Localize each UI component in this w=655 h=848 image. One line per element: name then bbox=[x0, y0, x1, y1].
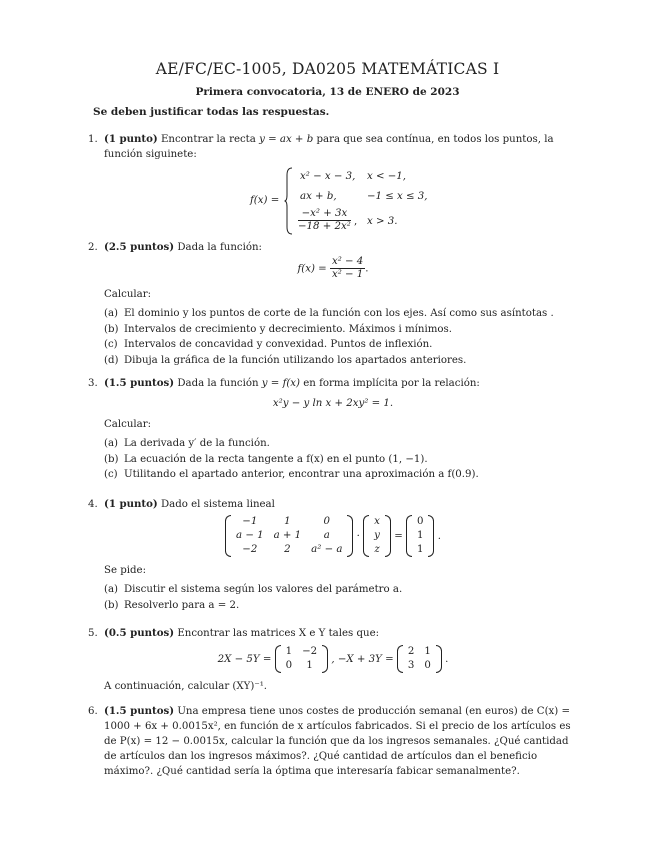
subitem-label: (b) bbox=[104, 599, 119, 611]
vector-cell: 1 bbox=[416, 544, 424, 555]
line-equation: y = ax + b bbox=[259, 134, 314, 145]
case3-cond: x > 3. bbox=[367, 216, 398, 227]
subitem bbox=[104, 598, 578, 614]
linear-system bbox=[88, 515, 578, 557]
matrix-cell: −2 bbox=[242, 544, 258, 555]
question-text: en forma implícita por la relación: bbox=[303, 378, 480, 389]
question-1 bbox=[88, 132, 578, 162]
piecewise-function bbox=[250, 167, 480, 237]
subitem bbox=[104, 322, 578, 338]
question-number: 4. bbox=[88, 499, 98, 510]
subitem bbox=[104, 306, 578, 322]
equation-end: . bbox=[445, 654, 449, 665]
question-text: Una empresa tiene unos costes de producción semanal (en euros) de C(x) = 1000 + 6x + 0.0015x², en función de x artículos fabricados. Si el precio de los artículos es de P(x) = 12 − 0.0015x, calcular la función que da los ingresos semanales. ¿Qué cantidad de artículos dan los ingresos máximos?. ¿Qué cantidad de artículos dan el beneficio máximo?. ¿Qué cantidad sería la óptima que interesaría fabicar semanalmente?. bbox=[104, 706, 571, 777]
subitem bbox=[104, 353, 578, 369]
case2-expr: ax + b, bbox=[300, 191, 337, 202]
matrix-cell: 1 bbox=[284, 516, 291, 527]
function-lhs: f(x) = bbox=[297, 263, 327, 275]
question-text: Dado el sistema lineal bbox=[160, 499, 275, 510]
subitem-text: Utilitando el apartado anterior, encontrar una aproximación a f(0.9). bbox=[124, 469, 479, 480]
calc-label: Calcular: bbox=[104, 419, 152, 430]
function-denominator: x² − 1 bbox=[331, 269, 364, 280]
matrix-equations bbox=[88, 645, 578, 673]
vector-cell: y bbox=[374, 530, 380, 541]
subitem bbox=[104, 582, 578, 598]
exam-subtitle: Primera convocatoria, 13 de ENERO de 2023 bbox=[195, 86, 460, 98]
function-numerator: x² − 4 bbox=[331, 256, 364, 267]
function-definition bbox=[88, 256, 578, 281]
question-points: (0.5 puntos) bbox=[104, 627, 175, 639]
rhs-vector bbox=[406, 515, 434, 557]
subitem-label: (b) bbox=[104, 453, 119, 465]
question-3 bbox=[88, 376, 578, 483]
piecewise-lhs: f(x) = bbox=[250, 195, 280, 206]
matrix-cell: 0 bbox=[323, 516, 331, 527]
question-text: Dada la función: bbox=[177, 242, 262, 253]
case3-numerator: −x² + 3x bbox=[298, 208, 351, 221]
question-number: 3. bbox=[88, 378, 98, 389]
case3-denominator: −18 + 2x² bbox=[298, 221, 351, 232]
subitem bbox=[104, 452, 578, 468]
question-text: para que sea contínua, en todos los puntos, la función siguinete: bbox=[104, 134, 554, 160]
implicit-equation: x²y − y ln x + 2xy² = 1. bbox=[272, 398, 394, 409]
subitem-text: Intervalos de crecimiento y decrecimiento. Máximos i mínimos. bbox=[124, 323, 453, 335]
question-points: (1 punto) bbox=[104, 498, 158, 510]
subitem-text: Resolverlo para a = 2. bbox=[124, 599, 240, 611]
variable-vector bbox=[363, 515, 391, 557]
question-number: 2. bbox=[88, 242, 98, 253]
question-4 bbox=[88, 497, 578, 613]
question-6 bbox=[88, 704, 578, 779]
matrix-cell: 2 bbox=[284, 544, 291, 555]
subitem bbox=[104, 436, 578, 452]
subitem-label: (a) bbox=[104, 584, 119, 595]
question-points: (1 punto) bbox=[104, 133, 158, 145]
coefficient-matrix bbox=[225, 515, 353, 557]
matrix-1 bbox=[275, 645, 329, 673]
question-number: 5. bbox=[88, 628, 98, 639]
subitem-text: El dominio y los puntos de corte de la función con los ejes. Así como sus asíntotas . bbox=[124, 308, 554, 319]
matrix-cell: −1 bbox=[242, 516, 258, 527]
pide-label: Se pide: bbox=[104, 565, 147, 576]
question-points: (1.5 puntos) bbox=[104, 377, 175, 389]
matrix-2 bbox=[397, 645, 442, 673]
subitem-label: (a) bbox=[104, 438, 119, 449]
case3-comma: , bbox=[354, 216, 358, 227]
brace-icon bbox=[284, 167, 294, 235]
subitem-list bbox=[104, 582, 578, 613]
subitem-label: (c) bbox=[104, 469, 118, 480]
exam-note: Se deben justificar todas las respuestas. bbox=[93, 106, 330, 118]
matrix-cell: −2 bbox=[302, 646, 318, 657]
function-end: . bbox=[365, 263, 369, 275]
subitem-label: (b) bbox=[104, 323, 119, 335]
matrix-cell: a + 1 bbox=[273, 530, 302, 541]
matrix-cell: 1 bbox=[306, 660, 313, 671]
vector-cell: x bbox=[374, 516, 380, 527]
equation-lhs: 2X − 5Y = bbox=[217, 654, 272, 665]
subitem-text: Discutir el sistema según los valores del parámetro a. bbox=[124, 584, 403, 595]
vector-cell: z bbox=[374, 544, 380, 555]
system-end: . bbox=[437, 531, 441, 542]
equals-sign: = bbox=[394, 531, 403, 542]
subitem-text: Dibuja la gráfica de la función utilizando los apartados anteriores. bbox=[124, 354, 467, 366]
question-followup: A continuación, calcular (XY)⁻¹. bbox=[104, 681, 268, 692]
question-2 bbox=[88, 240, 578, 368]
implicit-function: y = f(x) bbox=[261, 378, 301, 389]
question-number: 6. bbox=[88, 706, 98, 717]
question-number: 1. bbox=[88, 134, 98, 145]
function-fraction bbox=[330, 256, 365, 281]
case3-fraction bbox=[298, 208, 351, 233]
subitem-list bbox=[104, 436, 578, 483]
dot-operator: · bbox=[356, 531, 360, 542]
case1-cond: x < −1, bbox=[367, 171, 407, 182]
subitem-text: Intervalos de concavidad y convexidad. Puntos de inflexión. bbox=[124, 339, 433, 350]
subitem-list bbox=[104, 306, 578, 368]
matrix-cell: a bbox=[323, 530, 330, 541]
question-5 bbox=[88, 626, 578, 698]
matrix-cell: a² − a bbox=[311, 544, 343, 555]
subitem bbox=[104, 467, 578, 483]
subitem-label: (c) bbox=[104, 339, 118, 350]
subitem bbox=[104, 337, 578, 353]
vector-cell: 0 bbox=[416, 516, 424, 527]
question-text: Dada la función bbox=[177, 378, 259, 389]
subitem-label: (a) bbox=[104, 308, 119, 319]
question-points: (1.5 puntos) bbox=[104, 705, 175, 717]
question-points: (2.5 puntos) bbox=[104, 241, 175, 253]
matrix-cell: 3 bbox=[407, 660, 415, 671]
matrix-cell: 1 bbox=[285, 646, 293, 657]
subitem-text: La derivada y′ de la función. bbox=[124, 438, 270, 449]
matrix-cell: 0 bbox=[285, 660, 293, 671]
calc-label: Calcular: bbox=[104, 289, 152, 300]
question-text: Encontrar las matrices X e Y tales que: bbox=[177, 628, 380, 639]
vector-cell: 1 bbox=[416, 530, 424, 541]
question-text: Encontrar la recta bbox=[160, 134, 256, 145]
exam-title: AE/FC/EC-1005, DA0205 MATEMÁTICAS I bbox=[155, 60, 500, 78]
matrix-cell: 0 bbox=[424, 660, 431, 671]
matrix-cell: a − 1 bbox=[236, 530, 264, 541]
case1-expr: x² − x − 3, bbox=[300, 171, 356, 182]
subitem-text: La ecuación de la recta tangente a f(x) en el punto (1, −1). bbox=[124, 453, 428, 465]
subitem-label: (d) bbox=[104, 354, 119, 366]
matrix-cell: 2 bbox=[407, 646, 415, 657]
case2-cond: −1 ≤ x ≤ 3, bbox=[367, 191, 428, 202]
equation-mid: , −X + 3Y = bbox=[331, 654, 394, 665]
matrix-cell: 1 bbox=[424, 646, 431, 657]
